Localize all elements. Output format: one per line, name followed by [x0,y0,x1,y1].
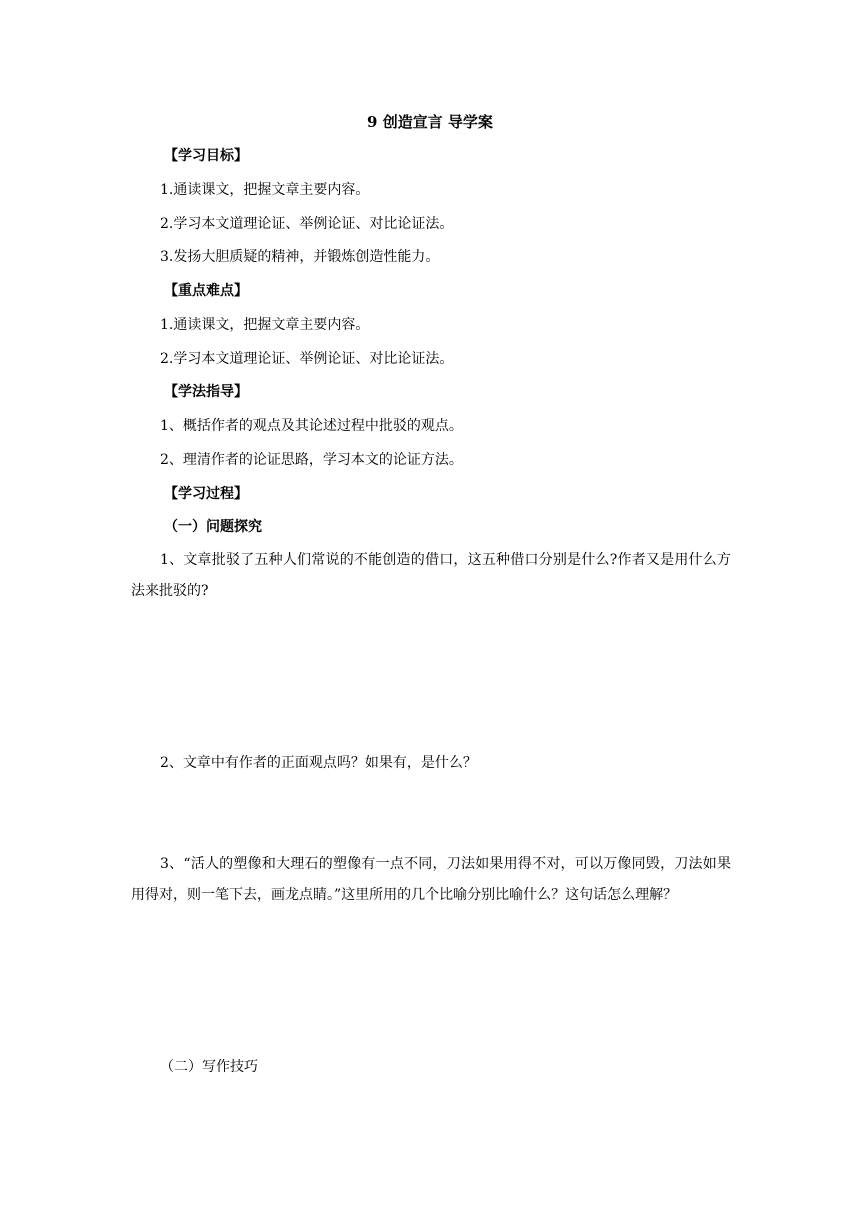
question-1: 1、文章批驳了五种人们常说的不能创造的借口，这五种借口分别是什么?作者又是用什么方法来批驳的? [131,552,731,599]
method-guide-item: 1、概括作者的观点及其论述过程中批驳的观点。 [160,418,463,434]
method-guide-item: 2、理清作者的论证思路，学习本文的论证方法。 [160,452,463,468]
key-points-heading: 【重点难点】 [164,283,248,299]
question-2: 2、文章中有作者的正面观点吗？如果有，是什么？ [160,755,477,771]
key-point-item: 2.学习本文道理论证、举例论证、对比论证法。 [160,351,454,367]
objective-item: 2.学习本文道理论证、举例论证、对比论证法。 [160,216,454,232]
objective-item: 1.通读课文，把握文章主要内容。 [160,182,370,198]
question-3: 3、“活人的塑像和大理石的塑像有一点不同，刀法如果用得不对，可以万像同毁，刀法如果用得对，则一笔下去，画龙点睛。”这里所用的几个比喻分别比喻什么？这句话怎么理解？ [131,856,731,903]
inquiry-subheading: （一）问题探究 [164,519,262,535]
objective-item: 3.发扬大胆质疑的精神，并锻炼创造性能力。 [160,249,440,265]
method-guide-heading: 【学法指导】 [164,384,248,400]
writing-skills-subheading: （二）写作技巧 [160,1059,258,1075]
key-point-item: 1.通读课文，把握文章主要内容。 [160,317,370,333]
objectives-heading: 【学习目标】 [164,148,248,164]
page-title: 9 创造宣言 导学案 [367,113,493,131]
process-heading: 【学习过程】 [164,486,248,502]
